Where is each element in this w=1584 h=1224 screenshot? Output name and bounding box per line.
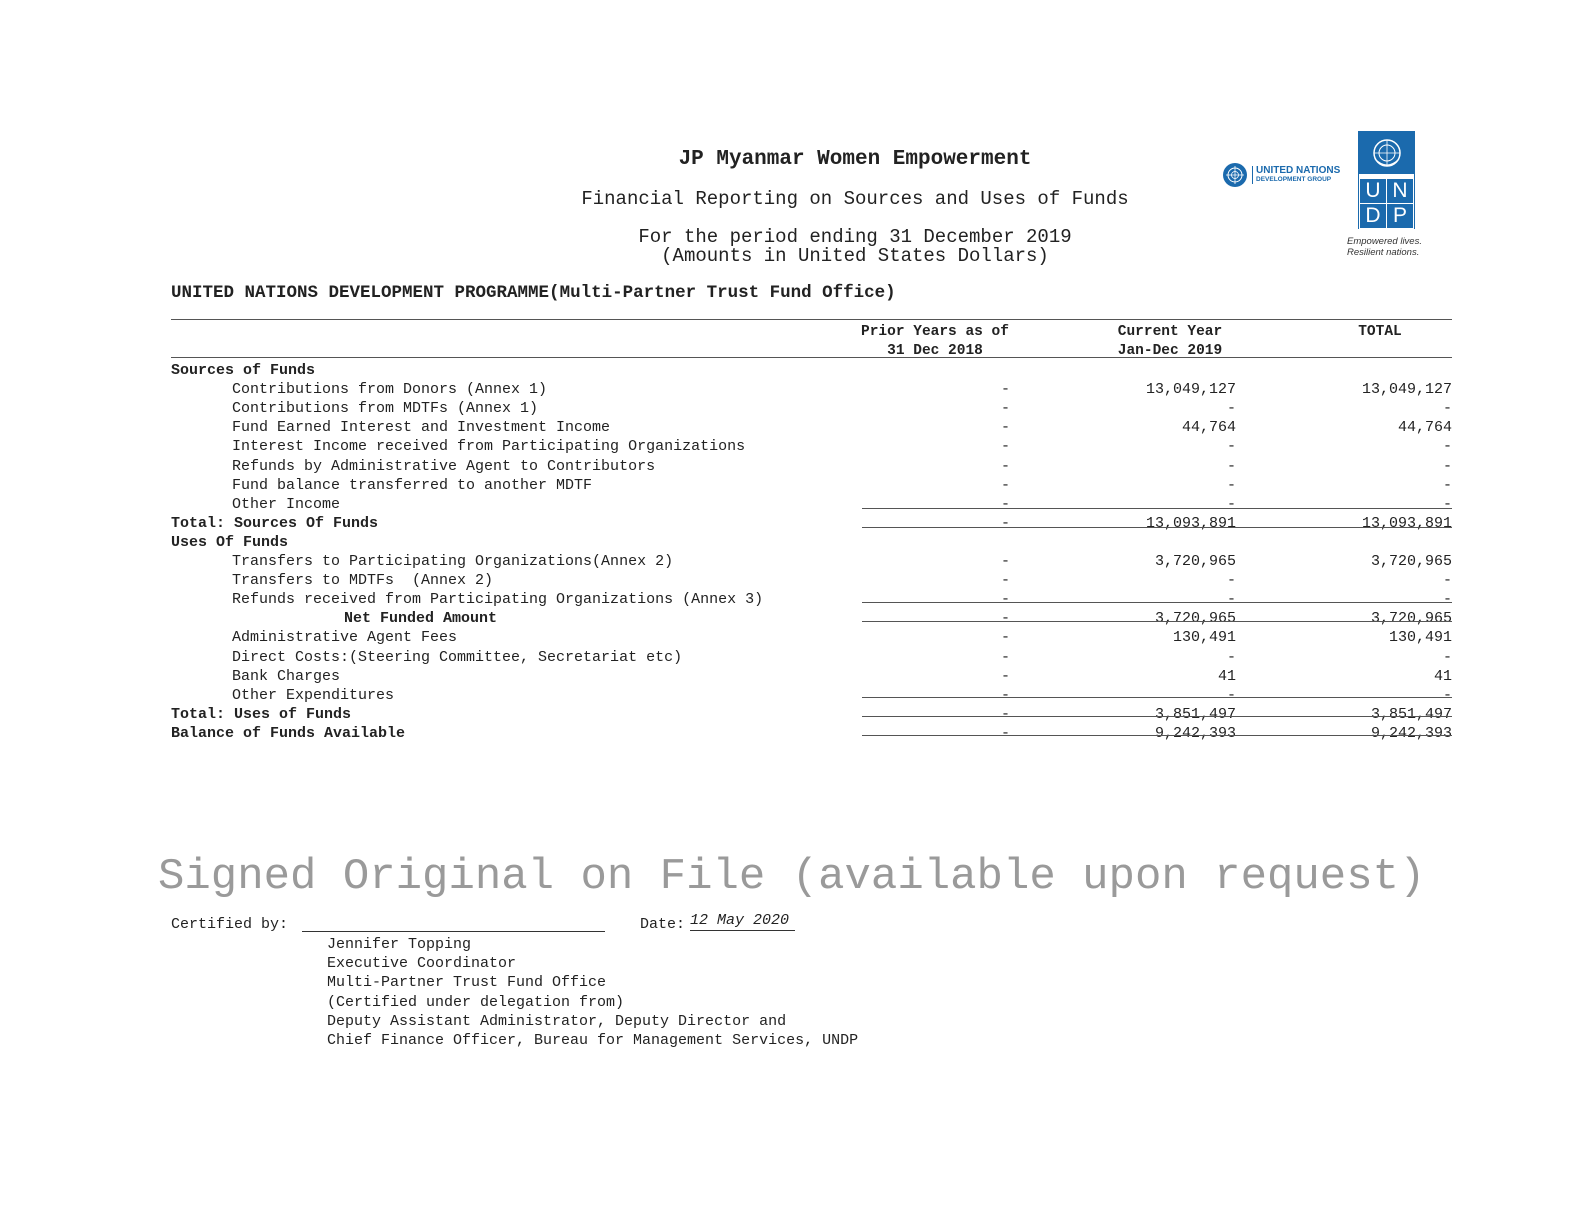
prior-years-cell: - (1000, 648, 1010, 666)
prior-years-cell: - (1000, 514, 1010, 532)
signed-original-watermark: Signed Original on File (available upon request) (158, 852, 1426, 902)
total-cell: 41 (1433, 667, 1452, 685)
date-label: Date: (640, 916, 686, 933)
prior-years-cell: - (1000, 381, 1010, 399)
table-row (0, 437, 1584, 456)
report-title: JP Myanmar Women Empowerment (678, 148, 1032, 171)
current-year-cell: 44,764 (1181, 419, 1236, 437)
undg-line-1: UNITED NATIONS (1256, 165, 1341, 176)
row-label: Direct Costs:(Steering Committee, Secretariat etc) (232, 648, 683, 666)
row-label: Total: Uses of Funds (171, 705, 352, 723)
table-row (0, 724, 1584, 743)
current-year-cell: 3,720,965 (1154, 610, 1236, 628)
row-label: Other Expenditures (232, 686, 395, 704)
current-year-cell: - (1226, 495, 1236, 513)
un-emblem-icon (1222, 162, 1248, 188)
prior-years-cell: - (1000, 724, 1010, 742)
un-emblem-icon (1369, 135, 1405, 171)
table-row (0, 590, 1584, 609)
total-cell: - (1442, 591, 1452, 609)
table-row (0, 514, 1584, 533)
row-label: Refunds by Administrative Agent to Contributors (232, 457, 656, 475)
undp-letter: U (1360, 179, 1386, 203)
total-cell: 9,242,393 (1370, 724, 1452, 742)
prior-years-cell: - (1000, 457, 1010, 475)
row-label: Transfers to MDTFs (Annex 2) (232, 572, 494, 590)
row-label: Total: Sources Of Funds (171, 514, 379, 532)
total-cell: - (1442, 495, 1452, 513)
table-row (0, 533, 1584, 552)
subtotal-rule (862, 735, 1452, 736)
table-row (0, 609, 1584, 628)
current-year-cell: - (1226, 572, 1236, 590)
undp-letter: N (1387, 179, 1413, 203)
total-cell: 13,093,891 (1361, 514, 1452, 532)
current-year-cell: - (1226, 457, 1236, 475)
signer-name: Jennifer Topping (327, 936, 472, 953)
table-row (0, 648, 1584, 667)
total-cell: - (1442, 686, 1452, 704)
prior-years-cell: - (1000, 419, 1010, 437)
subtotal-rule (862, 716, 1452, 717)
amounts-note: (Amounts in United States Dollars) (661, 245, 1049, 267)
total-cell: 3,720,965 (1370, 553, 1452, 570)
prior-years-cell: - (1000, 629, 1010, 647)
row-label: Fund balance transferred to another MDTF (232, 476, 593, 494)
signer-title: Executive Coordinator (327, 955, 517, 973)
total-cell: - (1442, 457, 1452, 475)
current-year-cell: 13,093,891 (1145, 514, 1236, 532)
table-row (0, 628, 1584, 647)
table-row (0, 667, 1584, 686)
prior-years-cell: - (1000, 686, 1010, 704)
prior-years-cell: - (1000, 400, 1010, 418)
undg-wordmark (1252, 166, 1340, 184)
total-cell: - (1442, 438, 1452, 456)
prior-years-cell: - (1000, 705, 1010, 723)
undp-tagline (1347, 236, 1422, 258)
total-cell: - (1442, 572, 1452, 590)
signer-office: Multi-Partner Trust Fund Office (327, 974, 607, 992)
signer-block (327, 935, 858, 1050)
row-label: Sources of Funds (171, 362, 316, 379)
table-row (0, 571, 1584, 590)
subtotal-rule (862, 508, 1452, 509)
table-row (0, 457, 1584, 476)
subtotal-rule (862, 621, 1452, 622)
signer-delegator-2: Chief Finance Officer, Bureau for Management Services, UNDP (327, 1032, 859, 1050)
table-row (0, 476, 1584, 495)
table-row (0, 399, 1584, 418)
row-label: Contributions from MDTFs (Annex 1) (232, 400, 539, 418)
subtotal-rule (862, 527, 1452, 528)
current-year-cell: 41 (1217, 667, 1236, 685)
total-cell: - (1442, 400, 1452, 418)
undg-logo (1222, 162, 1340, 188)
row-label: Interest Income received from Participating Organizations (232, 438, 746, 456)
table-row (0, 552, 1584, 571)
undp-letter: P (1387, 204, 1413, 228)
current-year-cell: - (1226, 686, 1236, 704)
row-label: Balance of Funds Available (171, 724, 406, 742)
prior-years-cell: - (1000, 572, 1010, 590)
total-cell: 44,764 (1397, 419, 1452, 437)
report-subtitle: Financial Reporting on Sources and Uses of Funds (581, 188, 1129, 210)
total-cell: 130,491 (1388, 629, 1452, 647)
column-header-total: TOTAL (1358, 324, 1402, 340)
total-cell: - (1442, 648, 1452, 666)
current-year-cell: - (1226, 400, 1236, 418)
current-year-cell: - (1226, 648, 1236, 666)
prior-years-cell: - (1000, 438, 1010, 456)
table-header-rule (171, 357, 1452, 358)
current-year-cell: 130,491 (1172, 629, 1236, 647)
row-label: Bank Charges (232, 667, 341, 685)
current-year-cell: 3,720,965 (1154, 553, 1236, 570)
total-cell: 3,851,497 (1370, 705, 1452, 723)
table-row (0, 686, 1584, 705)
total-cell: - (1442, 476, 1452, 494)
row-label: Refunds received from Participating Organizations (Annex 3) (232, 591, 764, 609)
row-label: Administrative Agent Fees (232, 629, 458, 647)
table-row (0, 418, 1584, 437)
total-cell: 3,720,965 (1370, 610, 1452, 628)
current-year-cell: - (1226, 438, 1236, 456)
signer-delegation: (Certified under delegation from) (327, 993, 625, 1011)
date-value: 12 May 2020 (690, 912, 795, 931)
row-label: Other Income (232, 495, 341, 513)
row-label: Transfers to Participating Organizations(Annex 2) (232, 553, 674, 570)
undp-logo-box (1358, 131, 1415, 229)
column-header-prior-years: Prior Years as of 31 Dec 2018 (861, 324, 1009, 359)
report-period: For the period ending 31 December 2019 (638, 226, 1072, 248)
table-row (0, 705, 1584, 724)
subtotal-rule (862, 697, 1452, 698)
table-row (0, 380, 1584, 399)
row-label: Fund Earned Interest and Investment Income (232, 419, 611, 437)
current-year-cell: - (1226, 591, 1236, 609)
current-year-cell: 13,049,127 (1145, 381, 1236, 399)
subtotal-rule (862, 602, 1452, 603)
current-year-cell: - (1226, 476, 1236, 494)
undp-tagline-2: Resilient nations. (1347, 247, 1420, 258)
prior-years-cell: - (1000, 667, 1010, 685)
column-header-current-year: Current Year Jan-Dec 2019 (1117, 324, 1223, 359)
prior-years-cell: - (1000, 591, 1010, 609)
prior-years-cell: - (1000, 476, 1010, 494)
prior-years-cell: - (1000, 610, 1010, 628)
row-label: Net Funded Amount (344, 610, 498, 628)
row-label: Contributions from Donors (Annex 1) (232, 381, 548, 399)
undg-line-2: DEVELOPMENT GROUP (1256, 176, 1332, 183)
undp-logo (1358, 131, 1415, 229)
certified-by-label: Certified by: (171, 916, 289, 933)
row-label: Uses Of Funds (171, 533, 289, 551)
prior-years-cell: - (1000, 553, 1010, 570)
current-year-cell: 3,851,497 (1154, 705, 1236, 723)
undp-letter: D (1360, 204, 1386, 228)
total-cell: 13,049,127 (1361, 381, 1452, 399)
prior-years-cell: - (1000, 495, 1010, 513)
signer-delegator-1: Deputy Assistant Administrator, Deputy Director and (327, 1012, 787, 1030)
table-row (0, 361, 1584, 380)
undp-tagline-1: Empowered lives. (1347, 236, 1422, 247)
organization-heading: UNITED NATIONS DEVELOPMENT PROGRAMME(Multi-Partner Trust Fund Office) (171, 283, 896, 303)
table-row (0, 495, 1584, 514)
table-top-rule (171, 319, 1452, 320)
signature-line (302, 931, 605, 932)
current-year-cell: 9,242,393 (1154, 724, 1236, 742)
